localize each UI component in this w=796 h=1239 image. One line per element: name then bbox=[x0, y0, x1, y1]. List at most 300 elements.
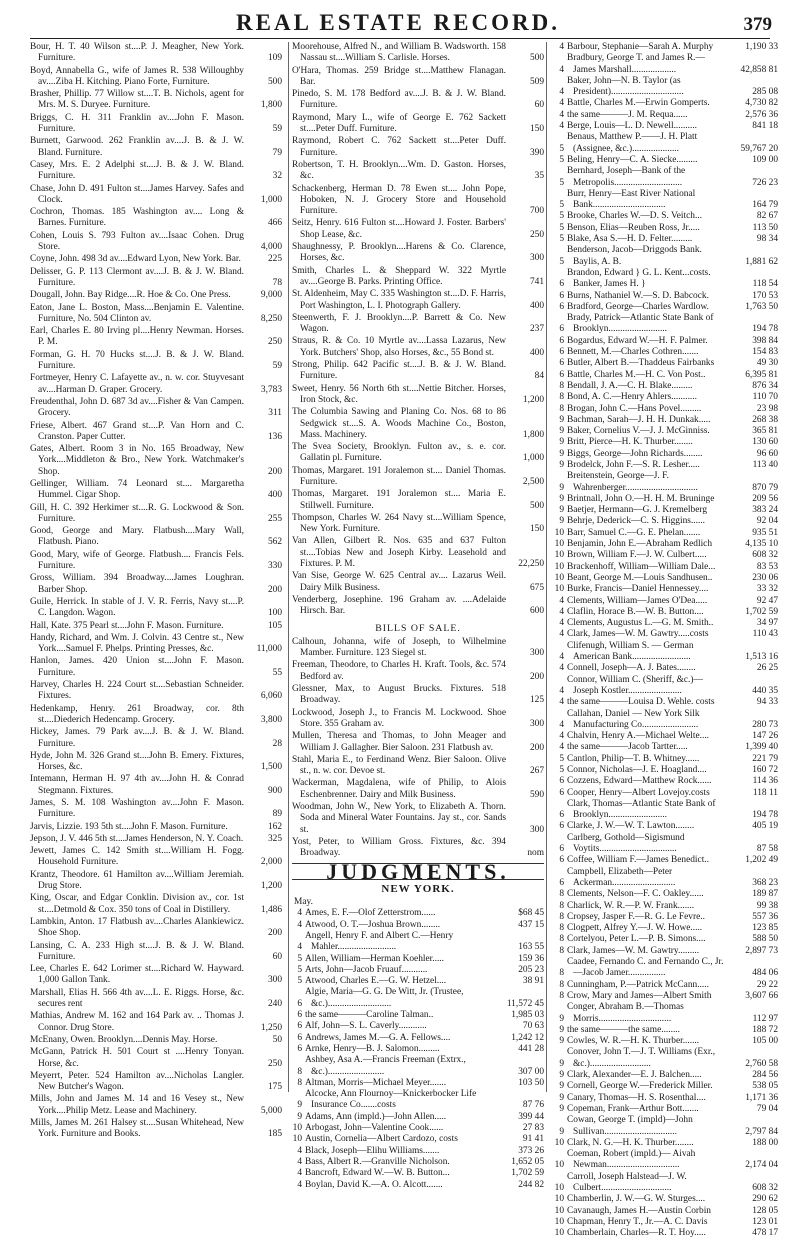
judgment-day: 6 bbox=[559, 877, 564, 888]
judgment-row bbox=[550, 889, 778, 900]
judgment-row bbox=[550, 1206, 778, 1217]
bill-of-sale-entry bbox=[292, 802, 544, 836]
judgment-row bbox=[292, 1033, 544, 1044]
judgment-day: 4 bbox=[559, 697, 564, 708]
entry-amount: 675 bbox=[529, 582, 544, 593]
judgment-parties: Brown, William F.—J. W. Culbert..... bbox=[567, 550, 707, 561]
judgment-day: 6 bbox=[559, 776, 564, 787]
new-york-heading: NEW YORK. bbox=[381, 882, 455, 895]
entry-text: Thomas, Margaret. 191 Joralemon st.... Maria E. Stillwell. Furniture. bbox=[292, 489, 506, 511]
entry-text: Coyne, John. 498 3d av....Edward Lyon, New York. Bar. bbox=[30, 254, 241, 265]
mortgage-entry bbox=[30, 1035, 282, 1046]
judgment-parties: Andrews, James M.—G. A. Fellows.... bbox=[305, 1032, 451, 1043]
judgment-row bbox=[550, 584, 778, 595]
entry-amount: 250 bbox=[267, 1058, 282, 1069]
judgment-amount: 79 04 bbox=[756, 1103, 778, 1114]
entry-amount: 250 bbox=[267, 337, 282, 348]
judgment-row bbox=[550, 336, 778, 347]
judgment-amount: 2,897 73 bbox=[745, 945, 778, 956]
entry-text: Steenwerth, F. J. Brooklyn....P. Barrett & Co. New Wagon. bbox=[292, 312, 506, 335]
entry-amount: 300 bbox=[529, 718, 544, 729]
judgment-parties: Austin, Cornelia—Albert Cardozo, costs bbox=[305, 1134, 458, 1145]
judgment-day: 5 bbox=[297, 953, 302, 964]
bill-of-sale-entry bbox=[292, 637, 544, 660]
judgment-row bbox=[550, 76, 778, 99]
judgments-heading: JUDGMENTS. bbox=[292, 863, 544, 879]
judgment-day: 10 bbox=[554, 1137, 564, 1148]
judgment-day: 9 bbox=[559, 1092, 564, 1103]
judgment-parties: Cantlon, Philip—T. B. Whitney...... bbox=[567, 753, 700, 764]
judgment-row bbox=[550, 539, 778, 550]
mortgage-entry bbox=[30, 822, 282, 833]
entry-text: Handy, Richard, and Wm. J. Colvin. 43 Centre st., New York....Samuel F. Phelps. Printing Presses, &c. bbox=[30, 632, 244, 655]
judgment-parties: Coffee, William F.—James Benedict.. bbox=[567, 855, 709, 866]
header-rule bbox=[30, 38, 770, 39]
judgment-day: 10 bbox=[554, 1205, 564, 1216]
judgment-amount: 154 83 bbox=[752, 347, 778, 358]
entry-text: Jarvis, Lizzie. 193 5th st....John F. Mason. Furniture. bbox=[30, 821, 228, 832]
judgment-parties: Clements, Nelson—F. C. Oakley...... bbox=[567, 889, 704, 900]
judgment-row bbox=[550, 946, 778, 957]
entry-amount: 185 bbox=[267, 1129, 282, 1140]
entry-amount: 300 bbox=[529, 824, 544, 835]
mortgage-entry bbox=[30, 1094, 282, 1117]
judgment-parties: Bass, Albert R.—Granville Nicholson. bbox=[305, 1156, 450, 1167]
entry-text: Gellinger, William. 74 Leonard st.... Margaretha Hummel. Cigar Shop. bbox=[30, 478, 244, 501]
judgment-amount: 11,572 45 bbox=[506, 998, 544, 1009]
mortgage-entry bbox=[30, 633, 282, 656]
judgment-row bbox=[550, 245, 778, 268]
mortgages-continued bbox=[292, 42, 544, 618]
judgment-day: 5 bbox=[559, 222, 564, 233]
judgment-amount: 170 53 bbox=[752, 290, 778, 301]
judgment-amount: 82 67 bbox=[756, 211, 778, 222]
judgment-amount: 935 51 bbox=[752, 527, 778, 538]
judgment-row bbox=[292, 1078, 544, 1089]
judgment-parties: Battle, Charles M.—Erwin Gomperts. bbox=[567, 98, 710, 109]
entry-text: Lambkin, Anton. 17 Flatbush av....Charles Alankiewicz. Shoe Shop. bbox=[30, 916, 244, 939]
mortgage-entry bbox=[30, 988, 282, 1011]
entry-amount: 500 bbox=[529, 53, 544, 64]
judgment-parties: Arbogast, John—Valentine Cook...... bbox=[305, 1123, 444, 1134]
judgment-parties: Brackenhoff, William—William Dale... bbox=[567, 561, 716, 572]
judgment-amount: 1,202 49 bbox=[745, 855, 778, 866]
mortgage-entry bbox=[292, 218, 544, 241]
judgment-amount: 398 84 bbox=[752, 335, 778, 346]
entry-text: Delisser, G. P. 113 Clermont av....J. B. & J. W. Bland. Furniture. bbox=[30, 266, 244, 288]
judgment-parties: Conger, Abraham B.—Thomas Morris............................... bbox=[567, 1002, 684, 1024]
judgment-parties: Benson, Elias—Reuben Ross, Jr..... bbox=[567, 222, 700, 233]
judgment-parties: Brady, Patrick—Atlantic State Bank of Brooklyn......................... bbox=[567, 313, 714, 335]
judgment-parties: Clarke, J. W.—W. T. Lawton........ bbox=[567, 821, 695, 832]
mortgage-entry bbox=[30, 290, 282, 301]
judgment-parties: Callahan, Daniel — New York Silk Manufacturing Co........................ bbox=[567, 708, 700, 730]
judgment-amount: 1,242 12 bbox=[511, 1032, 544, 1043]
entry-text: Hyde, John M. 326 Grand st....John B. Emery. Fixtures, Horses, &c. bbox=[30, 750, 244, 773]
judgment-parties: Cavanaugh, James H.—Austin Corbin bbox=[567, 1205, 711, 1216]
judgment-amount: 538 05 bbox=[752, 1081, 778, 1092]
judgment-day: 6 bbox=[297, 998, 302, 1009]
judgment-amount: 34 97 bbox=[756, 618, 778, 629]
judgment-day: 6 bbox=[559, 279, 564, 290]
judgment-row bbox=[292, 1089, 544, 1112]
entry-amount: 1,500 bbox=[260, 762, 282, 773]
entry-text: Cohen, Louis S. 793 Fulton av....Isaac Cohen. Drug Store. bbox=[30, 230, 244, 253]
page-number: 379 bbox=[743, 14, 772, 35]
judgment-amount: 230 06 bbox=[752, 572, 778, 583]
judgment-amount: 194 78 bbox=[752, 324, 778, 335]
judgment-row bbox=[550, 415, 778, 426]
judgment-day: 9 bbox=[559, 448, 564, 459]
entry-text: King, Oscar, and Edgar Conklin. Division av., cor. 1st st....Detmold & Cox. 350 tons of Coal in Distillery. bbox=[30, 893, 244, 915]
judgment-amount: 373 26 bbox=[518, 1145, 544, 1156]
judgment-parties: Bond, A. C.—Henry Ahlers........... bbox=[567, 392, 697, 403]
judgment-parties: the same———Jacob Tartter..... bbox=[567, 742, 688, 753]
entry-text: Raymond, Mary L., wife of George E. 762 Sackett st....Peter Duff. Furniture. bbox=[292, 112, 506, 135]
judgment-parties: Connell, Joseph—A. J. Bates........ bbox=[567, 663, 696, 674]
judgment-day: 4 bbox=[559, 719, 564, 730]
entry-amount: 3,783 bbox=[260, 384, 282, 395]
judgment-day: 8 bbox=[559, 934, 564, 945]
judgment-parties: Bernhard, Joseph—Bank of the Metropolis............................. bbox=[567, 166, 686, 188]
mortgage-entry bbox=[30, 798, 282, 821]
judgment-parties: Bendall, J. A.—C. H. Blake......... bbox=[567, 380, 693, 391]
entry-text: Van Sise, George W. 625 Central av.... Lazarus Weil. Dairy Milk Business. bbox=[292, 571, 506, 593]
judgment-day: 6 bbox=[559, 324, 564, 335]
judgment-row bbox=[550, 302, 778, 313]
judgment-day: 4 bbox=[559, 606, 564, 617]
judgment-day: 6 bbox=[559, 358, 564, 369]
judgment-amount: 94 33 bbox=[756, 697, 778, 708]
judgment-amount: 118 54 bbox=[752, 279, 778, 290]
entry-amount: 330 bbox=[267, 561, 282, 572]
judgment-parties: Benderson, Jacob—Driggods Bank. Baylis, A. B. bbox=[567, 245, 702, 267]
judgment-row bbox=[550, 934, 778, 945]
entry-text: Hickey, James. 79 Park av....J. B. & J. W. Bland. Furniture. bbox=[30, 727, 244, 749]
judgment-parties: Butler, Albert B.—Thaddeus Fairbanks bbox=[567, 358, 715, 369]
judgment-day: 8 bbox=[559, 945, 564, 956]
entry-amount: 300 bbox=[529, 253, 544, 264]
judgment-day: 4 bbox=[297, 942, 302, 953]
judgment-amount: 49 30 bbox=[756, 358, 778, 369]
entry-amount: 84 bbox=[534, 371, 544, 382]
entry-amount: 1,000 bbox=[260, 194, 282, 205]
mortgage-entry bbox=[292, 336, 544, 359]
judgment-day: 5 bbox=[559, 256, 564, 267]
mortgage-entry bbox=[292, 360, 544, 383]
judgment-parties: Bennett, M.—Charles Cothren....... bbox=[567, 347, 699, 358]
judgment-row bbox=[550, 1093, 778, 1104]
entry-amount: 200 bbox=[529, 671, 544, 682]
judgment-parties: Ashbey, Asa A.—Francis Freeman (Extrx., &c.)........................ bbox=[305, 1055, 466, 1077]
judgment-parties: Brogan, John C.—Hans Povel......... bbox=[567, 403, 702, 414]
judgment-parties: Boylan, David K.—A. O. Alcott....... bbox=[305, 1179, 443, 1190]
judgment-parties: Black, Joseph—Elihu Williams....... bbox=[305, 1145, 440, 1156]
judgment-parties: Algie, Maria—G. G. De Witt, Jr. (Trustee, &c.)........................... bbox=[305, 987, 464, 1009]
judgment-row bbox=[292, 1123, 544, 1134]
judgment-amount: 484 06 bbox=[752, 968, 778, 979]
entry-amount: 400 bbox=[529, 300, 544, 311]
judgment-row bbox=[292, 931, 544, 954]
bill-of-sale-entry bbox=[292, 660, 544, 683]
entry-text: McGann, Patrick H. 501 Court st ....Henry Tonyan. Horse, &c. bbox=[30, 1047, 244, 1069]
judgment-day: 10 bbox=[554, 1228, 564, 1239]
judgment-row bbox=[292, 976, 544, 987]
entry-amount: 311 bbox=[268, 408, 282, 419]
judgment-amount: 112 97 bbox=[752, 1013, 778, 1024]
judgment-parties: Brooke, Charles W.—D. S. Veitch... bbox=[567, 211, 702, 222]
judgment-parties: Clark, James—W. M. Gawtry......... bbox=[567, 945, 700, 956]
judgment-amount: 130 60 bbox=[752, 437, 778, 448]
judgment-day: 9 bbox=[559, 1024, 564, 1035]
entry-amount: 136 bbox=[267, 431, 282, 442]
judgment-day: 4 bbox=[297, 919, 302, 930]
column-3-judgments bbox=[546, 42, 778, 1239]
judgment-parties: Bogardus, Edward W.—H. F. Palmer. bbox=[567, 335, 708, 346]
entry-amount: 89 bbox=[272, 809, 282, 820]
judgment-parties: Berge, Louis—L. D. Newell.......... bbox=[567, 121, 698, 132]
judgment-amount: 1,763 50 bbox=[745, 301, 778, 312]
entry-text: Gill, H. C. 392 Herkimer st....R. G. Lockwood & Son. Furniture. bbox=[30, 502, 244, 524]
entry-text: Jepson, J. V. 446 5th st....James Henderson, N. Y. Coach. bbox=[30, 833, 244, 844]
month-label: May. bbox=[294, 897, 313, 908]
judgment-day: 6 bbox=[559, 347, 564, 358]
judgment-parties: Crow, Mary and James—Albert Smith bbox=[567, 990, 712, 1001]
entry-text: Chase, John D. 491 Fulton st....James Harvey. Safes and Clock. bbox=[30, 183, 244, 205]
entry-text: Dougall, John. Bay Ridge....R. Hoe & Co. One Press. bbox=[30, 290, 231, 301]
judgment-day: 6 bbox=[559, 844, 564, 855]
entry-amount: 11,000 bbox=[256, 644, 282, 655]
judgment-parties: Cornell, George W.—Frederick Miller. bbox=[567, 1081, 713, 1092]
mortgage-entry bbox=[30, 373, 282, 396]
judgment-row bbox=[550, 313, 778, 336]
judgment-day: 4 bbox=[297, 908, 302, 919]
entry-amount: 200 bbox=[529, 742, 544, 753]
judgment-day: 10 bbox=[554, 1160, 564, 1171]
judgment-day: 4 bbox=[559, 121, 564, 132]
judgment-day: 8 bbox=[559, 923, 564, 934]
judgment-row bbox=[550, 1217, 778, 1228]
judgment-row bbox=[550, 754, 778, 765]
bills-of-sale-heading: BILLS OF SALE. bbox=[375, 622, 461, 634]
judgment-day: 8 bbox=[559, 889, 564, 900]
mortgage-entry bbox=[292, 442, 544, 465]
entry-text: Woodman, John W., New York, to Elizabeth A. Thorn. Soda and Mineral Water Fountains. Jay st., cor. Sands st. bbox=[292, 802, 506, 835]
judgment-day: 5 bbox=[559, 234, 564, 245]
judgment-parties: Ames, E. F.—Olof Zetterstrom...... bbox=[305, 908, 436, 919]
mortgage-entry bbox=[292, 536, 544, 570]
entry-text: Krantz, Theodore. 61 Hamilton av....William Jeremiah. Drug Store. bbox=[30, 869, 244, 892]
judgment-row bbox=[292, 954, 544, 965]
judgment-day: 4 bbox=[297, 1156, 302, 1167]
judgment-row bbox=[550, 776, 778, 787]
judgment-day: 5 bbox=[559, 177, 564, 188]
mortgage-entry bbox=[30, 870, 282, 893]
mortgage-entry bbox=[292, 266, 544, 289]
judgment-day: 10 bbox=[292, 1123, 302, 1134]
entry-amount: 60 bbox=[272, 951, 282, 962]
judgment-day: 4 bbox=[559, 629, 564, 640]
mortgage-entry bbox=[30, 893, 282, 916]
judgment-day: 10 bbox=[554, 1216, 564, 1227]
judgment-parties: the same———Louisa D. Wehle. costs bbox=[567, 697, 715, 708]
judgment-row bbox=[550, 709, 778, 732]
mortgage-entry bbox=[30, 1071, 282, 1094]
judgment-parties: the same———the same........ bbox=[567, 1024, 680, 1035]
judgment-day: 10 bbox=[554, 1194, 564, 1205]
judgment-parties: Bradford, George—Charles Wardlow. bbox=[567, 301, 710, 312]
entry-amount: 225 bbox=[267, 254, 282, 265]
judgment-amount: 105 00 bbox=[752, 1036, 778, 1047]
judgment-row bbox=[550, 550, 778, 561]
judgment-row bbox=[550, 980, 778, 991]
judgment-parties: Canary, Thomas—H. S. Rosenthal.... bbox=[567, 1092, 706, 1103]
judgment-day: 4 bbox=[559, 685, 564, 696]
entry-amount: 267 bbox=[529, 766, 544, 777]
judgment-day: 10 bbox=[554, 561, 564, 572]
judgment-row bbox=[550, 663, 778, 674]
judgment-day: 9 bbox=[559, 1081, 564, 1092]
judgment-row bbox=[292, 965, 544, 976]
judgment-parties: Conover, John T.—J. T. Williams (Exr., &c.).......................... bbox=[567, 1047, 716, 1069]
entry-text: Lee, Charles E. 642 Lorimer st....Richard W. Hayward. 1,000 Gallon Tank. bbox=[30, 964, 244, 986]
judgment-row bbox=[550, 189, 778, 212]
judgment-amount: 113 40 bbox=[752, 459, 778, 470]
judgment-amount: 188 00 bbox=[752, 1137, 778, 1148]
judgment-day: 10 bbox=[554, 572, 564, 583]
judgment-row bbox=[550, 596, 778, 607]
judgment-amount: 2,760 58 bbox=[745, 1058, 778, 1069]
judgment-day: 6 bbox=[559, 855, 564, 866]
entry-text: Smith, Charles L. & Sheppard W. 322 Myrtle av....George B. Parks. Printing Office. bbox=[292, 265, 506, 287]
entry-text: Strong, Philip. 642 Pacific st....J. B. & J. W. Bland. Furniture. bbox=[292, 360, 506, 382]
judgment-amount: 70 63 bbox=[522, 1021, 544, 1032]
bill-of-sale-entry bbox=[292, 755, 544, 778]
entry-text: The Svea Society, Brooklyn. Fulton av., s. e. cor. Gallatin pl. Furniture. bbox=[292, 442, 506, 464]
entry-text: Hedenkamp, Henry. 261 Broadway, cor. 8th st....Diederich Hedencamp. Grocery. bbox=[30, 703, 244, 725]
judgment-amount: 92 47 bbox=[756, 595, 778, 606]
judgment-parties: Clark, Thomas—Atlantic State Bank of Brooklyn......................... bbox=[567, 798, 716, 821]
judgment-row bbox=[550, 392, 778, 403]
entry-amount: 9,000 bbox=[260, 290, 282, 301]
judgment-amount: $68 45 bbox=[518, 908, 544, 919]
bill-of-sale-entry bbox=[292, 731, 544, 754]
mortgage-entry bbox=[292, 66, 544, 89]
judgment-row bbox=[292, 1112, 544, 1123]
mortgage-entry bbox=[30, 964, 282, 987]
judgment-row bbox=[292, 1044, 544, 1055]
entry-text: Gates, Albert. Room 3 in No. 165 Broadway, New York....Middleton & Bro., New York. Watchmaker's Shop. bbox=[30, 444, 244, 477]
judgment-day: 5 bbox=[297, 964, 302, 975]
judgment-amount: 557 36 bbox=[752, 911, 778, 922]
entry-amount: 1,800 bbox=[522, 429, 544, 440]
judgment-amount: 147 26 bbox=[752, 731, 778, 742]
entry-text: Cochron, Thomas. 185 Washington av.... Long & Barnes. Furniture. bbox=[30, 207, 244, 229]
judgment-row bbox=[550, 291, 778, 302]
judgment-parties: Burke, Francis—Daniel Hennessey.... bbox=[567, 584, 709, 595]
judgment-day: 8 bbox=[559, 403, 564, 414]
judgment-day: 9 bbox=[559, 1058, 564, 1069]
entry-text: Earl, Charles E. 80 Irving pl....Henry Newman. Horses. P. M. bbox=[30, 326, 244, 348]
judgment-parties: Burns, Nathaniel W.—S. D. Babcock. bbox=[567, 290, 709, 301]
judgment-day: 6 bbox=[297, 1010, 302, 1021]
entry-text: Brasher, Phillip. 77 Willow st....T. B. Nichols, agent for Mrs. M. S. Duryee. Furniture. bbox=[30, 89, 244, 111]
entry-amount: 325 bbox=[267, 833, 282, 844]
judgment-amount: 113 50 bbox=[752, 222, 778, 233]
judgment-amount: 2,797 84 bbox=[745, 1126, 778, 1137]
judgment-parties: Britt, Pierce—H. K. Thurber........ bbox=[567, 437, 693, 448]
entry-amount: 28 bbox=[272, 738, 282, 749]
entry-amount: 150 bbox=[529, 124, 544, 135]
mortgage-entry bbox=[30, 550, 282, 573]
entry-amount: 741 bbox=[529, 276, 544, 287]
judgment-day: 4 bbox=[559, 652, 564, 663]
mortgage-entry bbox=[30, 421, 282, 444]
judgment-amount: 110 70 bbox=[752, 392, 778, 403]
mortgage-entry bbox=[292, 407, 544, 441]
judgment-parties: Carlberg, Gothold—Sigismund Voytits................................. bbox=[567, 832, 685, 855]
judgment-row bbox=[292, 908, 544, 919]
judgment-row bbox=[550, 370, 778, 381]
entry-amount: 55 bbox=[272, 667, 282, 678]
judgment-row bbox=[550, 471, 778, 494]
entry-amount: 390 bbox=[529, 147, 544, 158]
judgment-row bbox=[550, 957, 778, 980]
mortgage-entry bbox=[292, 184, 544, 218]
entry-amount: 32 bbox=[272, 171, 282, 182]
judgment-amount: 123 01 bbox=[752, 1216, 778, 1227]
mortgage-entry bbox=[30, 136, 282, 159]
judgment-parties: Barbour, Stephanie—Sarah A. Murphy bbox=[567, 42, 714, 52]
judgment-row bbox=[292, 1021, 544, 1032]
judgment-parties: Bradbury, George T. and James R.—James Marshall................... bbox=[567, 53, 705, 75]
entry-text: Van Allen, Gilbert R. Nos. 635 and 637 Fulton st....Tobias New and Joseph Kirby. Leasehold and Fixtures. P. M. bbox=[292, 536, 506, 570]
entry-text: Friese, Albert. 467 Grand st....P. Van Horn and C. Cranston. Paper Cutter. bbox=[30, 420, 244, 442]
judgment-amount: 1,513 16 bbox=[745, 652, 778, 663]
judgment-row bbox=[550, 629, 778, 640]
judgment-amount: 110 43 bbox=[752, 629, 778, 640]
judgment-day: 8 bbox=[559, 392, 564, 403]
judgment-day: 10 bbox=[554, 1182, 564, 1193]
entry-amount: 175 bbox=[267, 1082, 282, 1093]
entry-text: Venderberg, Josephine. 196 Graham av. ....Adelaide Hirsch. Bar. bbox=[292, 594, 506, 617]
judgment-parties: Clark, N. G.—H. K. Thurber........ bbox=[567, 1137, 694, 1148]
entry-amount: 1,000 bbox=[522, 453, 544, 464]
judgment-amount: 440 35 bbox=[752, 685, 778, 696]
judgment-day: 4 bbox=[559, 595, 564, 606]
judgment-day: 9 bbox=[559, 516, 564, 527]
judgment-amount: 159 36 bbox=[518, 953, 544, 964]
entry-amount: 1,486 bbox=[260, 904, 282, 915]
judgment-amount: 91 41 bbox=[522, 1134, 544, 1145]
judgment-row bbox=[292, 987, 544, 1010]
judgment-day: 4 bbox=[559, 109, 564, 120]
judgment-parties: Breitenstein, George—J. F. Wahrenberger............................... bbox=[567, 471, 698, 493]
judgment-row bbox=[550, 53, 778, 76]
judgment-day: 8 bbox=[297, 1077, 302, 1088]
judgment-amount: 405 19 bbox=[752, 821, 778, 832]
judgment-day: 4 bbox=[297, 1179, 302, 1190]
judgment-row bbox=[550, 1138, 778, 1149]
judgment-amount: 608 32 bbox=[752, 1182, 778, 1193]
judgment-day: 4 bbox=[559, 98, 564, 109]
entry-amount: 900 bbox=[267, 785, 282, 796]
judgment-row bbox=[550, 1115, 778, 1138]
judgment-parties: Caadee, Fernando C. and Fernando C., Jr.—Jacob Jamer................ bbox=[567, 957, 724, 979]
judgment-day: 9 bbox=[559, 437, 564, 448]
judgment-amount: 437 15 bbox=[518, 919, 544, 930]
entry-text: Fortmeyer, Henry C. Lafayette av., n. w. cor. Stuyvesant av....Harman D. Graper. Grocery. bbox=[30, 373, 244, 395]
